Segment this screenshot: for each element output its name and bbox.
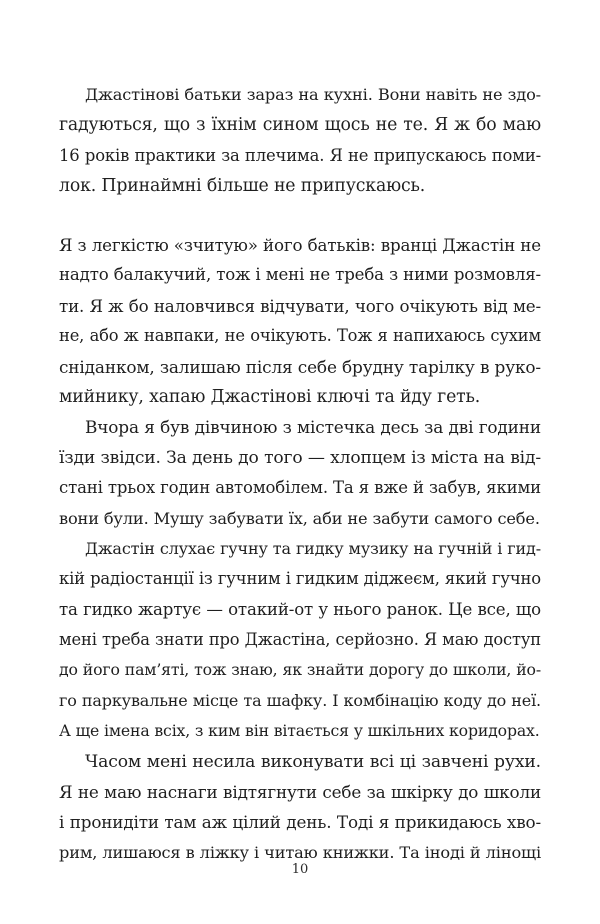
text-line: рим, лишаюся в ліжку і читаю книжки. Та іноді й лінощі — [59, 842, 541, 862]
text-line: і пронидіти там аж цілий день. Тоді я прикидаюсь хво- — [59, 812, 541, 833]
text-line: вони були. Мушу забувати їх, аби не забути самого себе. — [59, 508, 540, 528]
text-line: надто балакучий, тож і мені не треба з ними розмовля- — [59, 265, 541, 285]
text-line: стані трьох годин автомобілем. Та я вже й забув, якими — [59, 478, 541, 498]
text-line: Часом мені несила виконувати всі ці завчені рухи. — [85, 751, 541, 772]
text-line: не, або ж навпаки, не очікують. Тож я напихаюсь сухим — [59, 326, 541, 346]
text-line: до його пам’яті, тож знаю, як знайти дорогу до школи, йо- — [59, 660, 541, 680]
paragraph-1 — [59, 80, 541, 202]
text-line: сніданком, залишаю після себе брудну тарілку в руко- — [59, 356, 541, 377]
text-line: мийнику, хапаю Джастінові ключі та йду геть. — [59, 386, 481, 407]
text-line: А ще імена всіх, з ким він вітається у шкільних коридорах. — [59, 721, 540, 741]
text-line: ти. Я ж бо наловчився відчувати, чого очікують від ме- — [59, 295, 541, 316]
text-line: Я не маю наснаги відтягнути себе за шкірку до школи — [59, 782, 541, 803]
paragraph-2 — [59, 230, 541, 412]
text-line: Вчора я був дівчиною з містечка десь за дві години — [85, 417, 541, 438]
text-line: їзди звідси. За день до того — хлопцем із міста на від- — [59, 447, 541, 468]
text-line: 16 років практики за плечима. Я не припускаюсь поми- — [59, 145, 541, 165]
paragraph-5 — [59, 747, 541, 869]
text-line: го паркувальне місце та шафку. І комбінацію коду до неї. — [59, 690, 541, 710]
main-text — [59, 230, 541, 868]
text-line: кій радіостанції із гучним і гидким діджеєм, який гучно — [59, 569, 541, 589]
page-number: 10 — [291, 862, 309, 877]
text-line: Джастін слухає гучну та гидку музику на гучній і гид- — [85, 538, 541, 558]
text-line: лок. Принаймні більше не припускаюсь. — [59, 176, 426, 197]
text-line: Джастінові батьки зараз на кухні. Вони навіть не здо- — [85, 85, 541, 104]
paragraph-3 — [59, 412, 541, 534]
text-line: гадуються, що з їхнім сином щось не те. Я ж бо маю — [59, 115, 541, 136]
text-line: Я з легкістю «зчитую» його батьків: вранці Джастін не — [59, 235, 541, 255]
paragraph-4 — [59, 534, 541, 747]
text-line: та гидко жартує — отакий-от у нього ранок. Це все, що — [59, 599, 541, 619]
text-line: мені треба знати про Джастіна, серйозно. Я маю доступ — [59, 630, 541, 650]
